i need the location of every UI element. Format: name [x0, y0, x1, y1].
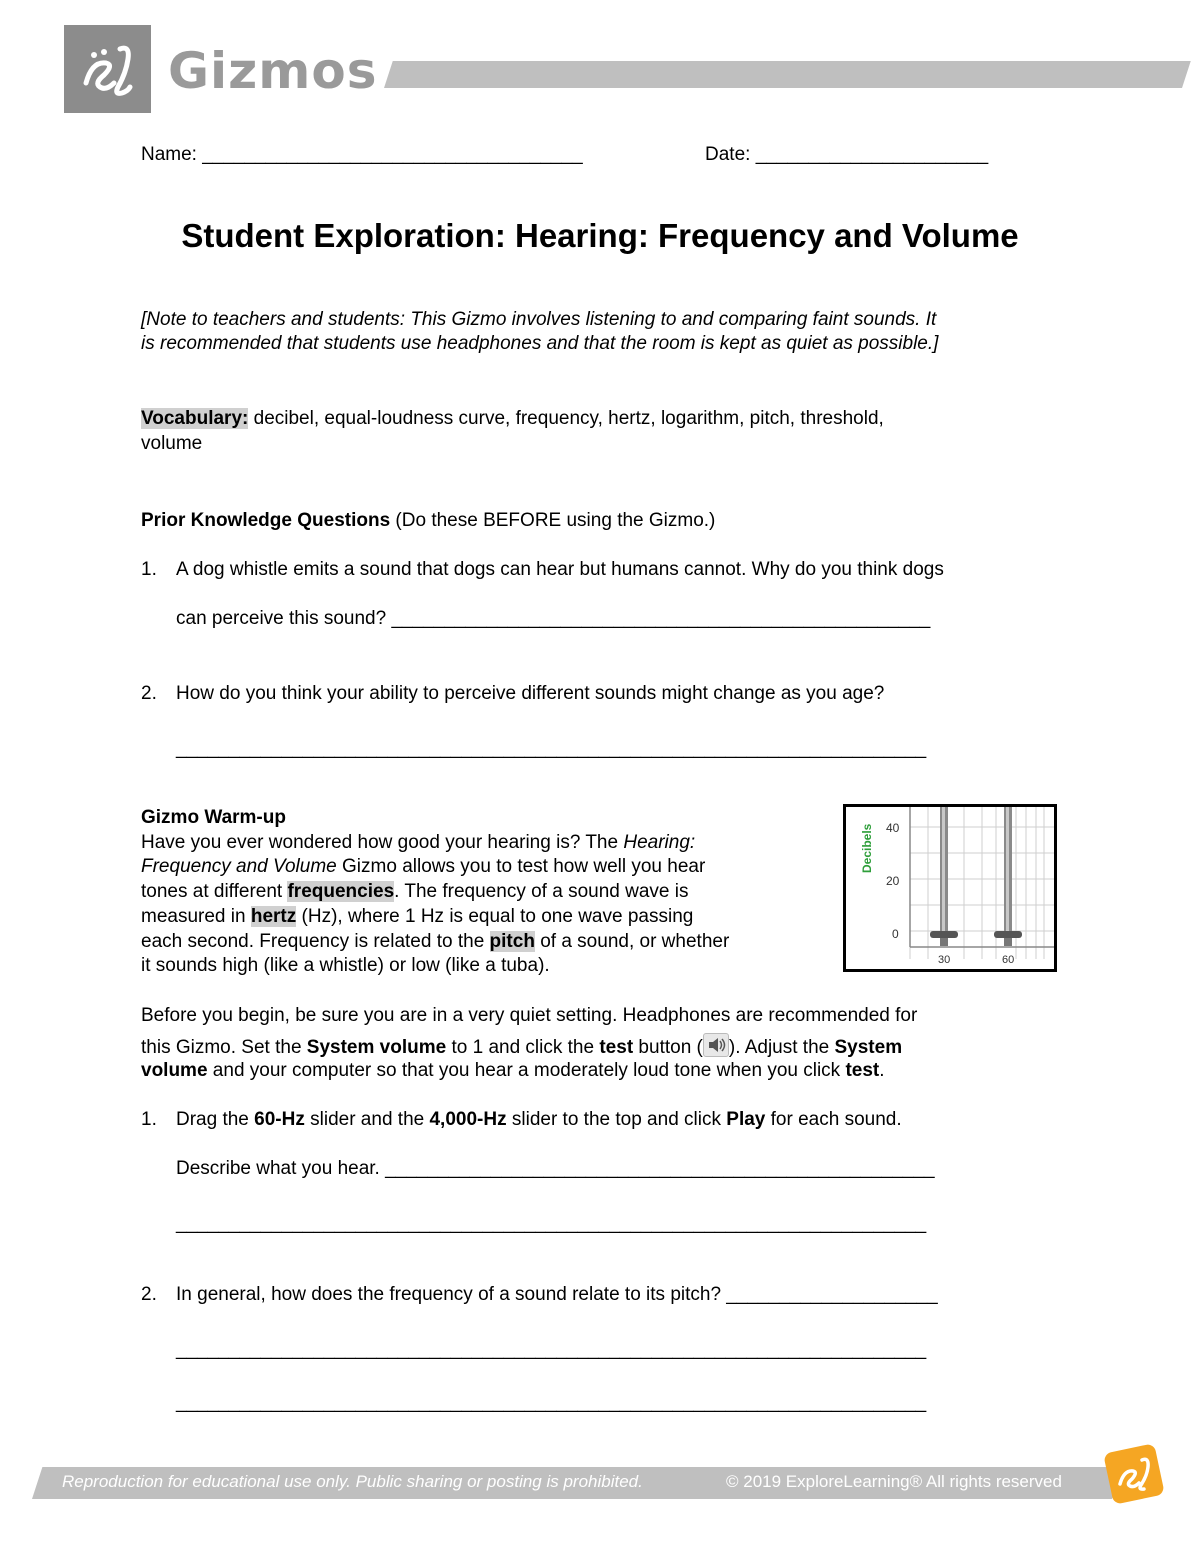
warmup-p1-line-6: it sounds high (like a whistle) or low (like a tuba). — [141, 955, 550, 976]
text: Drag the — [176, 1109, 255, 1130]
prior-q2 — [141, 682, 884, 706]
warmup-q1-describe[interactable]: Describe what you hear. ____________________________________________________ — [176, 1158, 935, 1179]
note-line-1: [Note to teachers and students: This Gizmo involves listening to and comparing faint sounds. It — [141, 309, 937, 330]
text: each second. Frequency is related to the — [141, 931, 490, 952]
y-tick-20: 20 — [886, 874, 900, 888]
el-corner-icon — [1100, 1440, 1168, 1508]
warmup-q2-answer-line-2[interactable]: _______________________________________________________________________ — [176, 1392, 927, 1413]
text: this Gizmo. Set the — [141, 1037, 307, 1058]
vocabulary-label: Vocabulary: — [141, 408, 249, 429]
warmup-p1-line-5 — [141, 930, 729, 954]
decibel-chart-svg — [846, 807, 1054, 969]
x-tick-30: 30 — [938, 954, 951, 966]
text: (Hz), where 1 Hz is equal to one wave passing — [296, 906, 694, 927]
bold-term: test — [599, 1037, 634, 1058]
bold-term: 4,000-Hz — [429, 1109, 507, 1130]
prior-q1-text: A dog whistle emits a sound that dogs can hear but humans cannot. Why do you think dogs — [176, 559, 944, 580]
header-bar — [384, 61, 1191, 88]
bold-term: volume — [141, 1060, 208, 1081]
text: . — [879, 1060, 885, 1081]
warmup-q1-number: 1. — [141, 1109, 157, 1130]
page-title: Student Exploration: Hearing: Frequency and Volume — [181, 217, 1019, 254]
vocabulary-terms: decibel, equal-loudness curve, frequency, hertz, logarithm, pitch, threshold, — [248, 408, 884, 429]
footer-copyright: © 2019 ExploreLearning® All rights reserved — [726, 1472, 1062, 1491]
text: Have you ever wondered how good your hearing is? The — [141, 832, 624, 853]
text: of a sound, or whether — [534, 931, 730, 952]
text: for each sound. — [765, 1109, 902, 1130]
y-tick-40: 40 — [886, 821, 900, 835]
prior-heading-note: (Do these BEFORE using the Gizmo.) — [390, 510, 716, 531]
prior-knowledge-heading — [141, 509, 715, 533]
warmup-p1-line-2 — [141, 855, 705, 879]
warmup-q2-number: 2. — [141, 1284, 157, 1305]
bold-term: 60-Hz — [254, 1109, 305, 1130]
x-tick-60: 60 — [1002, 954, 1015, 966]
text: and your computer so that you hear a moderately loud tone when you click — [207, 1060, 846, 1081]
brand-name: Gizmos — [168, 42, 378, 100]
prior-q2-answer[interactable]: _______________________________________________________________________ — [176, 738, 927, 759]
el-logo-icon — [64, 25, 151, 113]
bold-term: test — [845, 1060, 880, 1081]
text: ). Adjust the — [728, 1037, 835, 1058]
warmup-p2-line-3 — [141, 1059, 885, 1083]
warmup-p2-line-2 — [141, 1033, 902, 1060]
decibels-axis-label — [860, 815, 874, 875]
warmup-q1 — [141, 1108, 902, 1132]
text: Hearing: — [623, 832, 696, 853]
prior-q1 — [141, 558, 944, 582]
warmup-p1-line-4 — [141, 905, 693, 929]
text: to 1 and click the — [446, 1037, 600, 1058]
decibels-label-text: Decibels — [860, 823, 874, 873]
date-field[interactable]: Date: ______________________ — [705, 144, 989, 165]
explorelearning-corner-logo — [1100, 1440, 1168, 1508]
prior-heading-text: Prior Knowledge Questions — [141, 510, 391, 531]
name-field[interactable]: Name: ____________________________________ — [141, 144, 583, 165]
text: button ( — [633, 1037, 703, 1058]
bold-term: System volume — [306, 1037, 447, 1058]
warmup-q2-answer-line-1[interactable]: _______________________________________________________________________ — [176, 1339, 927, 1360]
highlight-term: pitch — [489, 931, 535, 952]
warmup-p1-line-1 — [141, 831, 695, 855]
slider-30-handle — [930, 931, 958, 938]
text: Frequency and Volume — [141, 856, 337, 877]
warmup-p2-line-1: Before you begin, be sure you are in a very quiet setting. Headphones are recommended for — [141, 1005, 918, 1026]
text: slider to the top and click — [506, 1109, 727, 1130]
vocabulary-line-2: volume — [141, 433, 203, 454]
warmup-p1-line-3 — [141, 880, 688, 904]
warmup-q2 — [141, 1283, 938, 1307]
gizmos-logo — [64, 25, 151, 113]
y-tick-0: 0 — [892, 927, 899, 941]
vocabulary-line-1 — [141, 407, 884, 431]
bold-term: Play — [726, 1109, 766, 1130]
prior-q1-number: 1. — [141, 559, 157, 580]
warmup-q1-answer-line[interactable]: _______________________________________________________________________ — [176, 1213, 927, 1234]
text: slider and the — [304, 1109, 430, 1130]
warmup-q2-text: In general, how does the frequency of a sound relate to its pitch? ____________________ — [176, 1284, 938, 1305]
slider-60-handle — [994, 931, 1022, 938]
prior-q2-number: 2. — [141, 683, 157, 704]
decibel-slider-figure — [843, 804, 1057, 972]
prior-q2-text: How do you think your ability to perceive different sounds might change as you age? — [176, 683, 885, 704]
prior-q1-answer[interactable]: can perceive this sound? ___________________________________________________ — [176, 608, 931, 629]
footer-disclaimer: Reproduction for educational use only. Public sharing or posting is prohibited. — [62, 1472, 643, 1491]
speaker-icon — [703, 1033, 729, 1057]
highlight-term: hertz — [250, 906, 297, 927]
note-line-2: is recommended that students use headphones and that the room is kept as quiet as possible.] — [141, 333, 939, 354]
highlight-term: frequencies — [287, 881, 395, 902]
text: tones at different — [141, 881, 288, 902]
bold-term: System — [834, 1037, 903, 1058]
text: measured in — [141, 906, 251, 927]
text: Gizmo allows you to test how well you hear — [336, 856, 706, 877]
warmup-heading: Gizmo Warm-up — [141, 807, 286, 828]
text: . The frequency of a sound wave is — [394, 881, 689, 902]
